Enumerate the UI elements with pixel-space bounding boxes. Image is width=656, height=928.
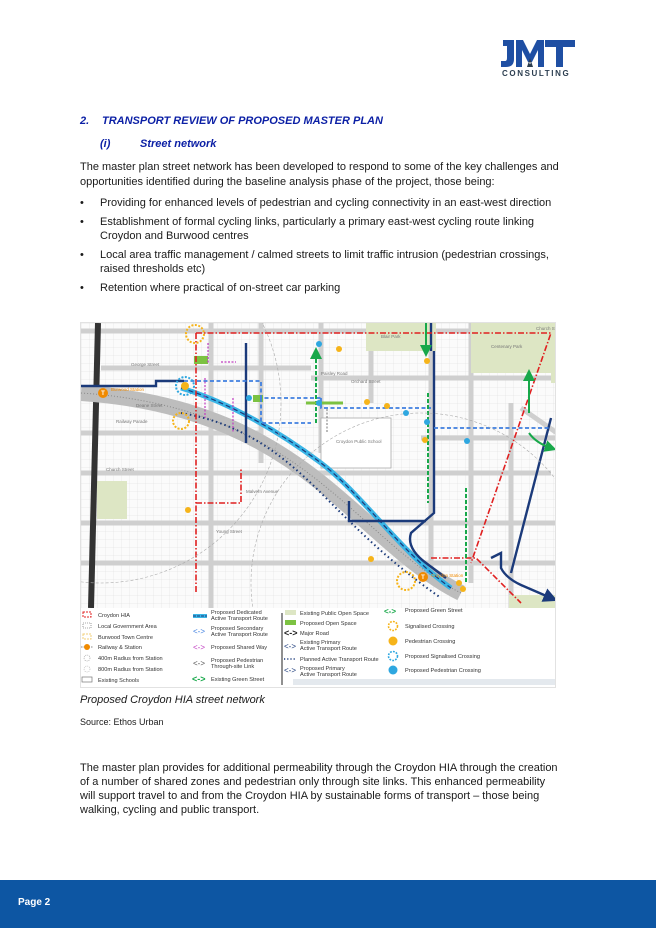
svg-text:Croydon Public School: Croydon Public School [336, 439, 382, 444]
svg-text:Proposed Secondary: Proposed Secondary [211, 626, 264, 632]
intro-paragraph: The master plan street network has been developed to respond to some of the key challenges and opportunities identified during the baseline analysis phase of the project, those being: [80, 161, 559, 188]
svg-text:<->: <-> [192, 674, 206, 684]
svg-text:Active Transport Route: Active Transport Route [211, 616, 268, 622]
svg-text:T: T [421, 575, 425, 581]
list-item: • Providing for enhanced levels of pedestrian and cycling connectivity in an east-west direction [80, 196, 560, 210]
svg-text:Active Transport Route: Active Transport Route [211, 632, 268, 638]
svg-text:<->: <-> [284, 642, 297, 651]
svg-text:<->: <-> [193, 659, 206, 668]
svg-text:Orchard Street: Orchard Street [351, 379, 381, 384]
svg-text:Railway & Station: Railway & Station [98, 645, 142, 651]
svg-text:George Street: George Street [131, 362, 160, 367]
svg-text:Burwood Station: Burwood Station [111, 387, 145, 392]
svg-text:Malvern Avenue: Malvern Avenue [246, 489, 279, 494]
svg-text:Young Street: Young Street [216, 529, 242, 534]
svg-text:Burwood Town Centre: Burwood Town Centre [98, 635, 153, 641]
svg-text:Existing Green Street: Existing Green Street [211, 677, 265, 683]
svg-text:Through-site Link: Through-site Link [211, 664, 255, 670]
svg-text:Deane Street: Deane Street [136, 403, 163, 408]
svg-text:Proposed Green Street: Proposed Green Street [405, 608, 463, 614]
svg-text:Church St: Church St [536, 326, 557, 331]
page-footer [0, 880, 656, 928]
list-item: • Retention where practical of on-street car parking [80, 281, 560, 295]
svg-text:Croydon Station: Croydon Station [431, 573, 464, 578]
svg-text:Local Government Area: Local Government Area [98, 624, 157, 630]
closing-paragraph: The master plan provides for additional permeability through the Croydon HIA through the creation of a number of shared zones and pedestrian only through site links. This enhanced permeability will support travel to and from the Croydon HIA by sustainable forms of transport – those being walking, cycling and public transport. [80, 762, 558, 816]
subsection-heading [100, 138, 216, 150]
svg-text:Active Transport Route: Active Transport Route [300, 646, 357, 652]
svg-text:Major Road: Major Road [300, 631, 329, 637]
subsection-title: Street network [140, 138, 217, 150]
svg-text:400m Radius from Station: 400m Radius from Station [98, 656, 163, 662]
svg-text:Existing Public Open Space: Existing Public Open Space [300, 611, 370, 617]
svg-text:Proposed Open Space: Proposed Open Space [300, 621, 357, 627]
section-heading [80, 115, 383, 127]
svg-text:Existing Primary: Existing Primary [300, 640, 341, 646]
svg-text:Existing Schools: Existing Schools [98, 678, 140, 684]
jmt-logo-mark-icon [501, 40, 575, 68]
jmt-consulting-logo [501, 40, 575, 80]
section-number: 2. [80, 115, 90, 127]
svg-text:Railway Parade: Railway Parade [116, 419, 148, 424]
svg-text:<->: <-> [193, 627, 206, 636]
list-item: • Establishment of formal cycling links, particularly a primary east-west cycling route linking Croydon and Burwood centres [80, 215, 560, 243]
section-title: TRANSPORT REVIEW OF PROPOSED MASTER PLAN [102, 115, 383, 127]
svg-text:Pedestrian Crossing: Pedestrian Crossing [405, 639, 456, 645]
svg-text:<->: <-> [193, 643, 206, 652]
svg-text:Proposed Pedestrian: Proposed Pedestrian [211, 658, 264, 664]
figure-source: Source: Ethos Urban [80, 717, 164, 727]
subsection-number: (i) [100, 138, 111, 150]
svg-text:Active Transport Route: Active Transport Route [300, 672, 357, 678]
challenges-list [80, 196, 560, 300]
svg-text:<->: <-> [284, 666, 297, 675]
list-item: • Local area traffic management / calmed streets to limit traffic intrusion (pedestrian crossings, raised thresholds etc) [80, 248, 560, 276]
page-number: Page 2 [18, 897, 51, 908]
svg-text:T: T [101, 391, 105, 397]
svg-text:800m Radius from Station: 800m Radius from Station [98, 667, 163, 673]
svg-text:Proposed Shared Way: Proposed Shared Way [211, 645, 268, 651]
svg-text:Centenary Park: Centenary Park [491, 344, 523, 349]
svg-text:<->: <-> [284, 628, 298, 638]
svg-text:Croydon HIA: Croydon HIA [98, 613, 131, 619]
svg-text:Proposed Pedestrian Crossing: Proposed Pedestrian Crossing [405, 668, 481, 674]
svg-text:Signalised Crossing: Signalised Crossing [405, 624, 455, 630]
svg-text:<->: <-> [384, 607, 397, 616]
svg-text:Blair Park: Blair Park [381, 334, 401, 339]
svg-text:Planned Active Transport Route: Planned Active Transport Route [300, 657, 379, 663]
map-graphic [81, 323, 556, 688]
street-network-map [80, 322, 556, 688]
svg-text:Proposed Signalised Crossing: Proposed Signalised Crossing [405, 654, 480, 660]
logo-subtitle: CONSULTING [502, 69, 571, 78]
svg-text:Church Street: Church Street [106, 467, 134, 472]
svg-text:Proposed Primary: Proposed Primary [300, 666, 345, 672]
svg-text:Proposed Dedicated: Proposed Dedicated [211, 610, 262, 616]
svg-text:Paisley Road: Paisley Road [321, 371, 348, 376]
figure-caption: Proposed Croydon HIA street network [80, 694, 265, 706]
